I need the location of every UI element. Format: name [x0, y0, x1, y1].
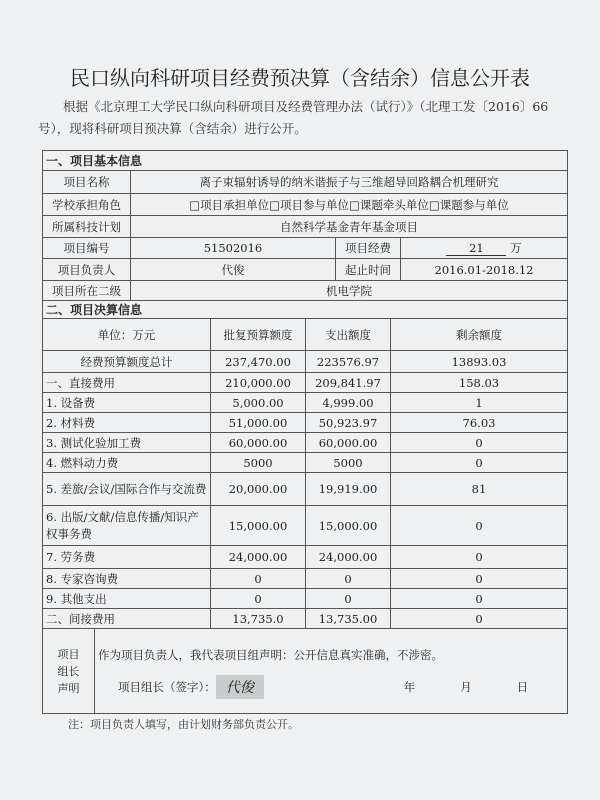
item-name: 2. 材料费 — [43, 413, 211, 433]
plan: 自然科学基金青年基金项目 — [131, 216, 568, 238]
approved-amount: 51,000.00 — [211, 413, 306, 433]
footnote: 注：项目负责人填写，由计划财务部负责公开。 — [68, 718, 299, 731]
remaining-amount: 0 — [391, 506, 568, 546]
leader-label: 项目负责人 — [43, 259, 131, 281]
remaining-amount: 0 — [391, 546, 568, 569]
item-name: 3. 测试化验加工费 — [43, 433, 211, 453]
spent-amount: 0 — [306, 569, 391, 589]
spent-amount: 19,919.00 — [306, 473, 391, 506]
remaining-amount: 1 — [391, 393, 568, 413]
remaining-amount: 0 — [391, 453, 568, 473]
section-basic-title: 一、项目基本信息 — [43, 151, 568, 171]
item-name: 1. 设备费 — [43, 393, 211, 413]
approved-amount: 60,000.00 — [211, 433, 306, 453]
id-label: 项目编号 — [43, 238, 131, 259]
header-approved: 批复预算额度 — [211, 319, 306, 351]
fund-unit: 万 — [510, 241, 522, 255]
spent-amount: 15,000.00 — [306, 506, 391, 546]
fund-label: 项目经费 — [336, 238, 401, 259]
budget-row — [43, 506, 568, 546]
budget-row — [43, 473, 568, 506]
month-label: 月 — [460, 680, 472, 694]
remaining-amount: 0 — [391, 609, 568, 629]
spent-amount: 0 — [306, 589, 391, 609]
budget-row — [43, 609, 568, 629]
approved-amount: 0 — [211, 589, 306, 609]
spent-amount: 60,000.00 — [306, 433, 391, 453]
remaining-amount: 76.03 — [391, 413, 568, 433]
name-label: 项目名称 — [43, 171, 131, 194]
approved-amount: 5000 — [211, 453, 306, 473]
budget-row — [43, 351, 568, 373]
item-name: 一、直接费用 — [43, 373, 211, 393]
page-title: 民口纵向科研项目经费预决算（含结余）信息公开表 — [70, 66, 530, 90]
item-name: 二、间接费用 — [43, 609, 211, 629]
plan-label: 所属科技计划 — [43, 216, 131, 238]
declaration-text: 作为项目负责人，我代表项目组声明：公开信息真实准确，不涉密。 — [98, 648, 443, 662]
item-name: 5. 差旅/会议/国际合作与交流费 — [43, 473, 211, 506]
spent-amount: 209,841.97 — [306, 373, 391, 393]
approved-amount: 0 — [211, 569, 306, 589]
intro-paragraph: 根据《北京理工大学民口纵向科研项目及经费管理办法（试行）》（北理工发〔2016〕66号），现将科研项目预决算（含结余）进行公开。 — [38, 99, 549, 136]
project-id: 51502016 — [131, 238, 336, 259]
header-spent: 支出额度 — [306, 319, 391, 351]
spent-amount: 5000 — [306, 453, 391, 473]
approved-amount: 20,000.00 — [211, 473, 306, 506]
approved-amount: 210,000.00 — [211, 373, 306, 393]
department: 机电学院 — [131, 281, 568, 301]
remaining-amount: 0 — [391, 433, 568, 453]
remaining-amount: 13893.03 — [391, 351, 568, 373]
budget-row — [43, 453, 568, 473]
budget-row — [43, 393, 568, 413]
period-label: 起止时间 — [336, 259, 401, 281]
spent-amount: 13,735.00 — [306, 609, 391, 629]
school-role: □项目承担单位□项目参与单位□课题牵头单位□课题参与单位 — [131, 194, 568, 216]
leader: 代俊 — [131, 259, 336, 281]
item-name: 9. 其他支出 — [43, 589, 211, 609]
budget-table — [42, 300, 568, 629]
header-unit: 单位：万元 — [43, 319, 211, 351]
header-remaining: 剩余额度 — [391, 319, 568, 351]
year-label: 年 — [403, 680, 416, 694]
spent-amount: 4,999.00 — [306, 393, 391, 413]
role-label: 学校承担角色 — [43, 194, 131, 216]
remaining-amount: 158.03 — [391, 373, 568, 393]
fund-value: 21 — [446, 241, 506, 256]
budget-row — [43, 413, 568, 433]
budget-row — [43, 589, 568, 609]
spent-amount: 50,923.97 — [306, 413, 391, 433]
sign-label: 项目组长（签字）： — [118, 680, 216, 694]
remaining-amount: 81 — [391, 473, 568, 506]
approved-amount: 5,000.00 — [211, 393, 306, 413]
remaining-amount: 0 — [391, 589, 568, 609]
budget-row — [43, 373, 568, 393]
item-name: 经费预算额度总计 — [43, 351, 211, 373]
basic-info-table — [42, 150, 568, 301]
budget-row — [43, 569, 568, 589]
remaining-amount: 0 — [391, 569, 568, 589]
approved-amount: 15,000.00 — [211, 506, 306, 546]
declaration-table — [42, 628, 568, 714]
approved-amount: 237,470.00 — [211, 351, 306, 373]
spent-amount: 223576.97 — [306, 351, 391, 373]
period: 2016.01-2018.12 — [401, 259, 568, 281]
item-name: 7. 劳务费 — [43, 546, 211, 569]
signature: 代俊 — [216, 675, 264, 699]
section-budget-title: 二、项目决算信息 — [43, 301, 568, 319]
day-label: 日 — [516, 680, 529, 694]
fund-cell — [401, 238, 568, 259]
project-name: 离子束辐射诱导的纳米谐振子与三维超导回路耦合机理研究 — [131, 171, 568, 194]
spent-amount: 24,000.00 — [306, 546, 391, 569]
dept-label: 项目所在二级 — [43, 281, 131, 301]
approved-amount: 13,735.0 — [211, 609, 306, 629]
item-name: 4. 燃料动力费 — [43, 453, 211, 473]
budget-row — [43, 546, 568, 569]
item-name: 6. 出版/文献/信息传播/知识产权事务费 — [43, 506, 211, 546]
declaration-label: 项目组长声明 — [43, 629, 95, 714]
approved-amount: 24,000.00 — [211, 546, 306, 569]
item-name: 8. 专家咨询费 — [43, 569, 211, 589]
budget-row — [43, 433, 568, 453]
